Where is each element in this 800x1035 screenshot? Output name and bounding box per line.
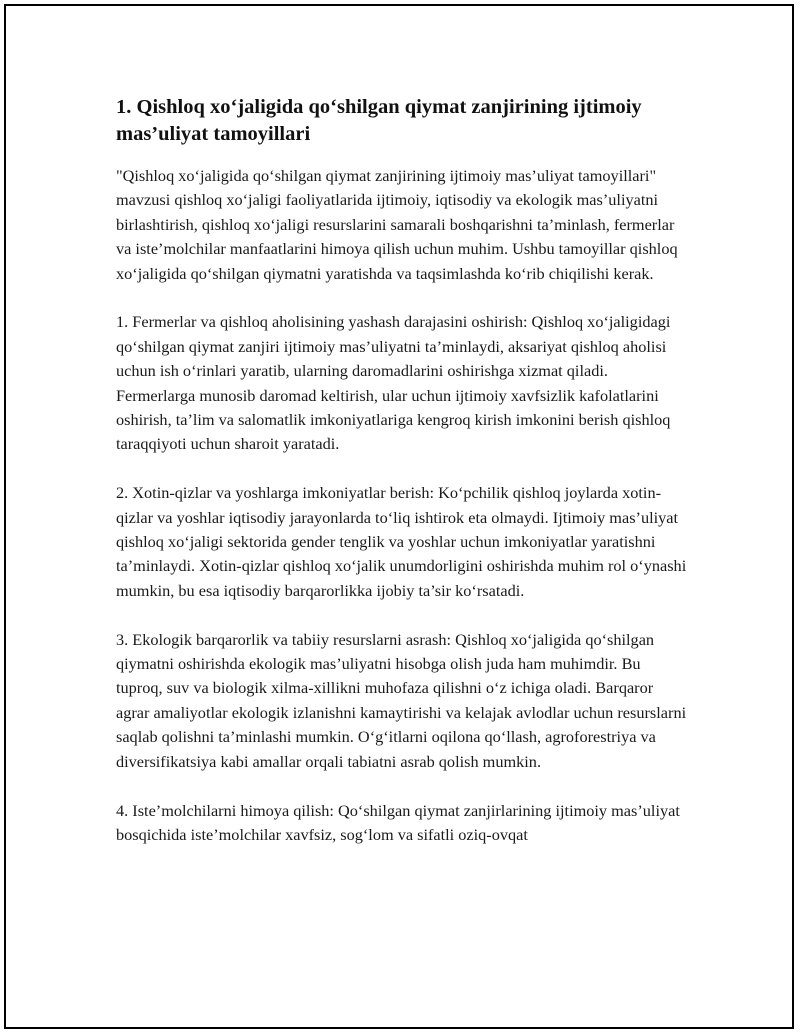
section-heading: 1. Qishloq xo‘jaligida qo‘shilgan qiymat zanjirining ijtimoiy mas’uliyat tamoyillari [116,96,642,145]
document-body [116,94,688,847]
paragraph-consumer-protection: 4. Iste’molchilarni himoya qilish: Qo‘shilgan qiymat zanjirlarining ijtimoiy mas’uliyat bosqichida iste’molchilar xavfsiz, sog‘lom va sifatli oziq-ovqat [116,800,680,844]
paragraph-ecology: 3. Ekologik barqarorlik va tabiiy resurslarni asrash: Qishloq xo‘jaligida qo‘shilgan qiymatni oshirishda ekologik mas’uliyatni hisobga olish juda ham muhimdir. Bu tuproq, suv va biologik xilma-xillikni muhofaza qilishni o‘z ichiga oladi. Barqaror agrar amaliyotlar ekologik izlanishni kamaytirishi va kelajak avlodlar uchun resurslarni saqlab qolishni ta’minlashi mumkin. O‘g‘itlarni oqilona qo‘llash, agroforestriya va diversifikatsiya kabi amallar orqali tabiatni asrab qolish mumkin. [116,629,687,771]
intro-paragraph: "Qishloq xo‘jaligida qo‘shilgan qiymat zanjirining ijtimoiy mas’uliyat tamoyillari" mavzusi qishloq xo‘jaligi faoliyatlarida ijtimoiy, iqtisodiy va ekologik mas’uliyatni birlashtirish, qishloq xo‘jaligi resurslarini samarali boshqarishni ta’minlash, fermerlar va iste’molchilar manfaatlarini himoya qilish uchun muhim. Ushbu tamoyillar qishloq xo‘jaligida qo‘shilgan qiymatni yaratishda va taqsimlashda ko‘rib chiqilishi kerak. [116,166,678,283]
paragraph-women-youth: 2. Xotin-qizlar va yoshlarga imkoniyatlar berish: Ko‘pchilik qishloq joylarda xotin-qizlar va yoshlar iqtisodiy jarayonlarda to‘liq ishtirok eta olmaydi. Ijtimoiy mas’uliyat qishloq xo‘jaligi sektorida gender tenglik va yoshlar uchun imkoniyatlar yaratishni ta’minlaydi. Xotin-qizlar qishloq xo‘jalik unumdorligini oshirishda muhim rol o‘ynashi mumkin, bu esa iqtisodiy barqarorlikka ijobiy ta’sir ko‘rsatadi. [116,483,687,600]
paragraph-living-standards: 1. Fermerlar va qishloq aholisining yashash darajasini oshirish: Qishloq xo‘jaligidagi qo‘shilgan qiymat zanjiri ijtimoiy mas’uliyatni ta’minlaydi, aksariyat qishloq aholisi uchun ish o‘rinlari yaratib, ularning daromadlarini oshirishga xizmat qiladi. Fermerlarga munosib daromad keltirish, ular uchun ijtimoiy xavfsizlik kafolatlarini oshirish, ta’lim va salomatlik imkoniyatlariga kengroq kirish imkonini berish qishloq taraqqiyoti uchun sharoit yaratadi. [116,312,671,454]
